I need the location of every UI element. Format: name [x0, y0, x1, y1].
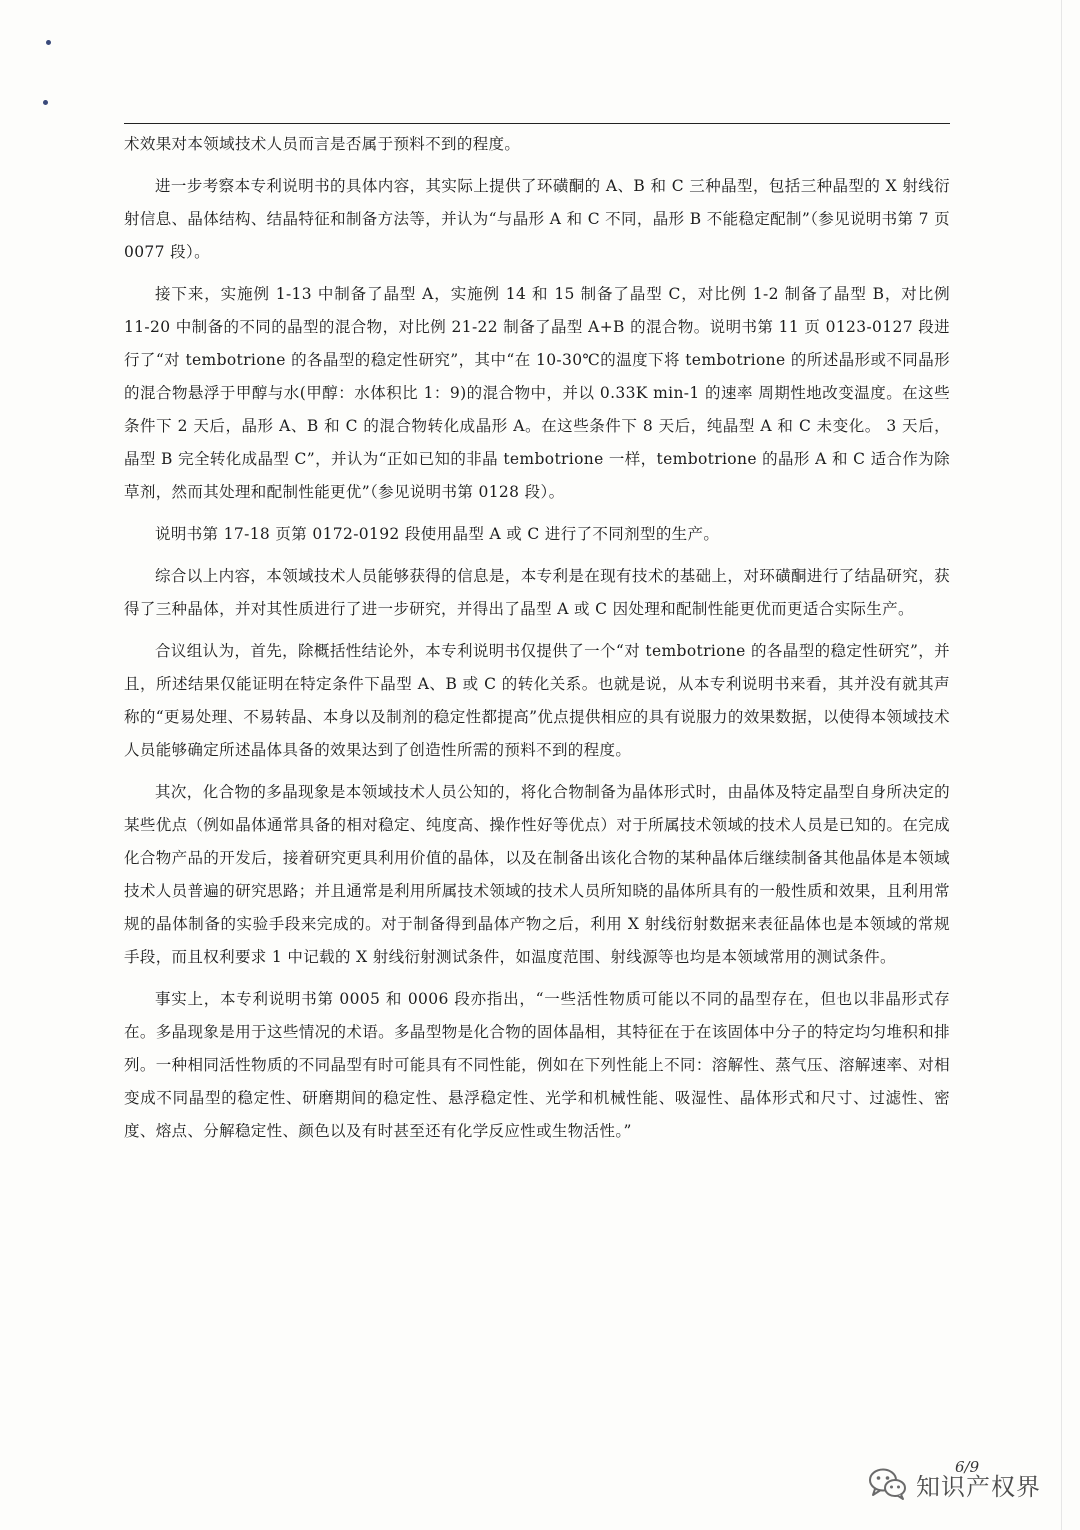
page-number: 6/9	[955, 1458, 980, 1476]
paragraph: 其次，化合物的多晶现象是本领域技术人员公知的，将化合物制备为晶体形式时，由晶体及特定晶型自身所决定的某些优点（例如晶体通常具备的相对稳定、纯度高、操作性好等优点）对于所属技术领域的技术人员是已知的。在完成化合物产品的开发后，接着研究更具利用价值的晶体，以及在制备出该化合物的某种晶体后继续制备其他晶体是本领域技术人员普遍的研究思路；并且通常是利用所属技术领域的技术人员所知晓的晶体所具有的一般性质和效果，且利用常规的晶体制备的实验手段来完成的。对于制备得到晶体产物之后，利用 X 射线衍射数据来表征晶体也是本领域的常规手段，而且权利要求 1 中记载的 X 射线衍射测试条件，如温度范围、射线源等也均是本领域常用的测试条件。	[124, 783, 950, 966]
paragraph: 事实上，本专利说明书第 0005 和 0006 段亦指出，“一些活性物质可能以不同的晶型存在，但也以非晶形式存在。多晶现象是用于这些情况的术语。多晶型物是化合物的固体晶相，其特征在于在该固体中分子的特定均匀堆积和排列。一种相同活性物质的不同晶型有时可能具有不同性能，例如在下列性能上不同：溶解性、蒸气压、溶解速率、对相变成不同晶型的稳定性、研磨期间的稳定性、悬浮稳定性、光学和机械性能、吸湿性、晶体形式和尺寸、过滤性、密度、熔点、分解稳定性、颜色以及有时甚至还有化学反应性或生物活性。”	[124, 990, 950, 1140]
watermark-text: 知识产权界	[916, 1472, 1041, 1501]
paragraph: 术效果对本领域技术人员而言是否属于预料不到的程度。	[124, 135, 521, 153]
document-body	[124, 128, 950, 1157]
binding-hole-mark	[46, 40, 51, 45]
binding-hole-mark	[43, 100, 48, 105]
paragraph: 综合以上内容，本领域技术人员能够获得的信息是，本专利是在现有技术的基础上，对环磺酮进行了结晶研究，获得了三种晶体，并对其性质进行了进一步研究，并得出了晶型 A 或 C 因处理和配制性能更优而更适合实际生产。	[124, 567, 950, 618]
paragraph: 合议组认为，首先，除概括性结论外，本专利说明书仅提供了一个“对 tembotrione 的各晶型的稳定性研究”，并且，所述结果仅能证明在特定条件下晶型 A、B 或 C 的转化关系。也就是说，从本专利说明书来看，其并没有就其声称的“更易处理、不易转晶、本身以及制剂的稳定性都提高”优点提供相应的具有说服力的效果数据，以使得本领域技术人员能够确定所述晶体具备的效果达到了创造性所需的预料不到的程度。	[124, 642, 950, 759]
wechat-icon	[868, 1467, 908, 1501]
paragraph: 进一步考察本专利说明书的具体内容，其实际上提供了环磺酮的 A、B 和 C 三种晶型，包括三种晶型的 X 射线衍射信息、晶体结构、结晶特征和制备方法等，并认为“与晶形 A 和 C 不同，晶形 B 不能稳定配制”（参见说明书第 7 页 0077 段）。	[124, 177, 950, 261]
paragraph: 说明书第 17-18 页第 0172-0192 段使用晶型 A 或 C 进行了不同剂型的生产。	[155, 525, 720, 543]
scan-edge-line	[1061, 0, 1062, 1530]
watermark	[868, 1464, 1041, 1504]
paragraph: 接下来，实施例 1-13 中制备了晶型 A，实施例 14 和 15 制备了晶型 C，对比例 1-2 制备了晶型 B，对比例 11-20 中制备的不同的晶型的混合物，对比例 21-22 制备了晶型 A+B 的混合物。说明书第 11 页 0123-0127 段进行了“对 tembotrione 的各晶型的稳定性研究”，其中“在 10-30℃的温度下将 tembotrione 的所述晶形或不同晶形的混合物悬浮于甲醇与水(甲醇：水体积比 1：9)的混合物中，并以 0.33K min-1 的速率 周期性地改变温度。在这些条件下 2 天后，晶形 A、B 和 C 的混合物转化成晶形 A。在这些条件下 8 天后，纯晶型 A 和 C 未变化。 3 天后，晶型 B 完全转化成晶型 C”，并认为“正如已知的非晶 tembotrione 一样，tembotrione 的晶形 A 和 C 适合作为除草剂，然而其处理和配制性能更优”（参见说明书第 0128 段）。	[124, 285, 950, 501]
header-rule	[124, 123, 950, 124]
